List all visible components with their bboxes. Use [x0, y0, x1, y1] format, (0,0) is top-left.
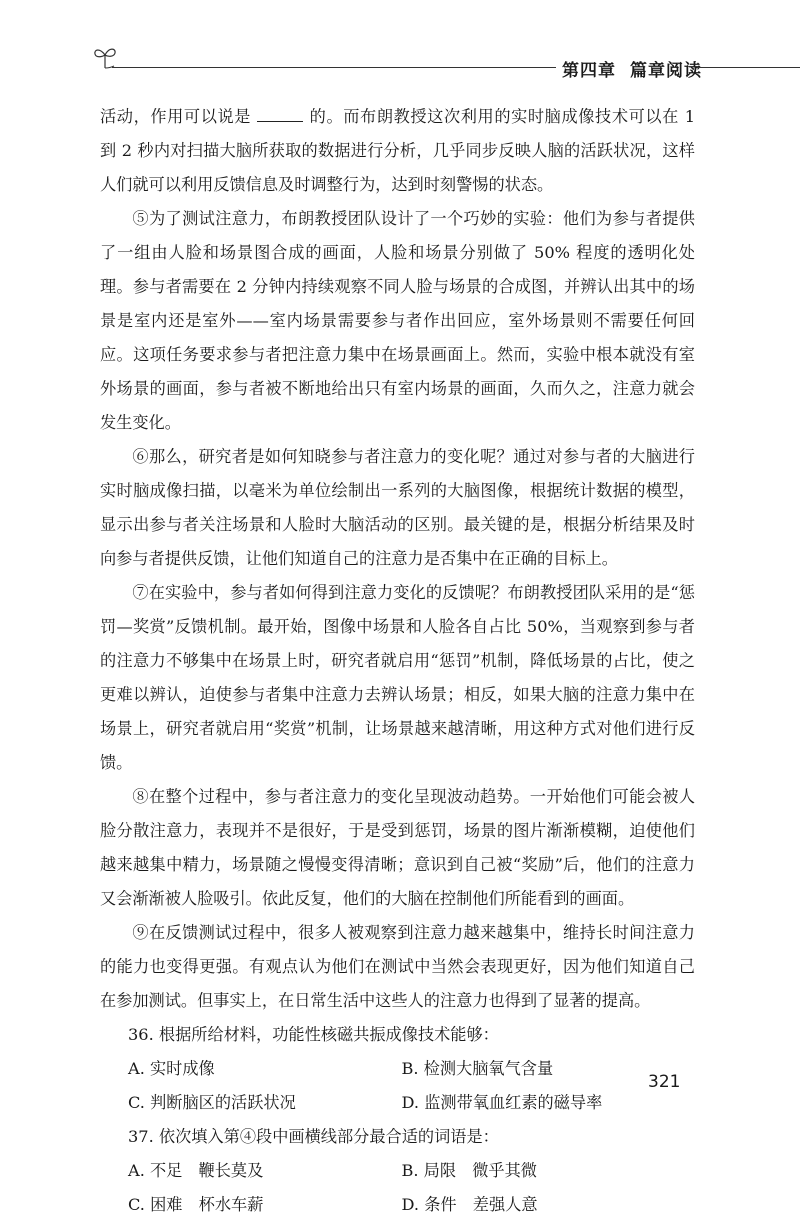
page-header: [0, 0, 800, 100]
paragraph-8: ⑧在整个过程中，参与者注意力的变化呈现波动趋势。一开始他们可能会被人脸分散注意力，表现并不是很好，于是受到惩罚，场景的图片渐渐模糊，迫使他们越来越集中精力，场景随之慢慢变得清晰；意识到自己被“奖励”后，他们的注意力又会渐渐被人脸吸引。依此反复，他们的大脑在控制他们所能看到的画面。: [100, 787, 695, 908]
page-number: 321: [648, 1072, 681, 1092]
option-c: C. 判断脑区的活跃状况: [128, 1093, 296, 1112]
chapter-number: 第四章: [562, 61, 616, 81]
option-b: B. 局限 微乎其微: [401, 1161, 537, 1180]
sprout-icon: [92, 44, 118, 74]
section-title: 篇章阅读: [630, 61, 702, 81]
article-body: [100, 100, 695, 1222]
fill-in-blank: [257, 103, 303, 122]
paragraph-text: 的。而布朗教授这次利用的实时脑成像技术可以在 1 到 2 秒内对扫描大脑所获取的数据进行分析，几乎同步反映人脑的活跃状况，这样人们就可以利用反馈信息及时调整行为，达到时刻警惕的状态。: [100, 107, 695, 194]
chapter-title: [562, 56, 702, 81]
option-c: C. 困难 杯水车薪: [128, 1195, 264, 1214]
option-d: D. 条件 差强人意: [401, 1195, 538, 1214]
paragraph-continued: [100, 100, 695, 202]
option-b: B. 检测大脑氧气含量: [401, 1059, 554, 1078]
paragraph-9: ⑨在反馈测试过程中，很多人被观察到注意力越来越集中，维持长时间注意力的能力也变得更强。有观点认为他们在测试中当然会表现更好，因为他们知道自己在参加测试。但事实上，在日常生活中这些人的注意力也得到了显著的提高。: [100, 923, 695, 1010]
header-rule-right: [697, 67, 800, 68]
paragraph-7: ⑦在实验中，参与者如何得到注意力变化的反馈呢？布朗教授团队采用的是“惩罚—奖赏”反馈机制。最开始，图像中场景和人脸各自占比 50%，当观察到参与者的注意力不够集中在场景上时，研究者就启用“惩罚”机制，降低场景的占比，使之更难以辨认，迫使参与者集中注意力去辨认场景；相反，如果大脑的注意力集中在场景上，研究者就启用“奖赏”机制，让场景越来越清晰，用这种方式对他们进行反馈。: [100, 583, 695, 772]
question-options: [100, 1052, 695, 1120]
option-a: A. 实时成像: [128, 1059, 215, 1078]
option-a: A. 不足 鞭长莫及: [128, 1161, 264, 1180]
question-stem: 37. 依次填入第④段中画横线部分最合适的词语是：: [128, 1127, 499, 1146]
option-d: D. 监测带氧血红素的磁导率: [401, 1093, 603, 1112]
header-rule-left: [112, 67, 556, 68]
paragraph-5: ⑤为了测试注意力，布朗教授团队设计了一个巧妙的实验：他们为参与者提供了一组由人脸和场景图合成的画面，人脸和场景分别做了 50% 程度的透明化处理。参与者需要在 2 分钟内持续观察不同人脸与场景的合成图，并辨认出其中的场景是室内还是室外——室内场景需要参与者作出回应，室外场景则不需要任何回应。这项任务要求参与者把注意力集中在场景画面上。然而，实验中根本就没有室外场景的画面，参与者被不断地给出只有室内场景的画面，久而久之，注意力就会发生变化。: [100, 209, 695, 432]
paragraph-6: ⑥那么，研究者是如何知晓参与者注意力的变化呢？通过对参与者的大脑进行实时脑成像扫描，以毫米为单位绘制出一系列的大脑图像，根据统计数据的模型，显示出参与者关注场景和人脸时大脑活动的区别。最关键的是，根据分析结果及时向参与者提供反馈，让他们知道自己的注意力是否集中在正确的目标上。: [100, 447, 695, 568]
paragraph-text: 活动，作用可以说是: [100, 107, 252, 126]
question-stem: 36. 根据所给材料，功能性核磁共振成像技术能够：: [128, 1025, 499, 1044]
question-options: [100, 1154, 695, 1222]
